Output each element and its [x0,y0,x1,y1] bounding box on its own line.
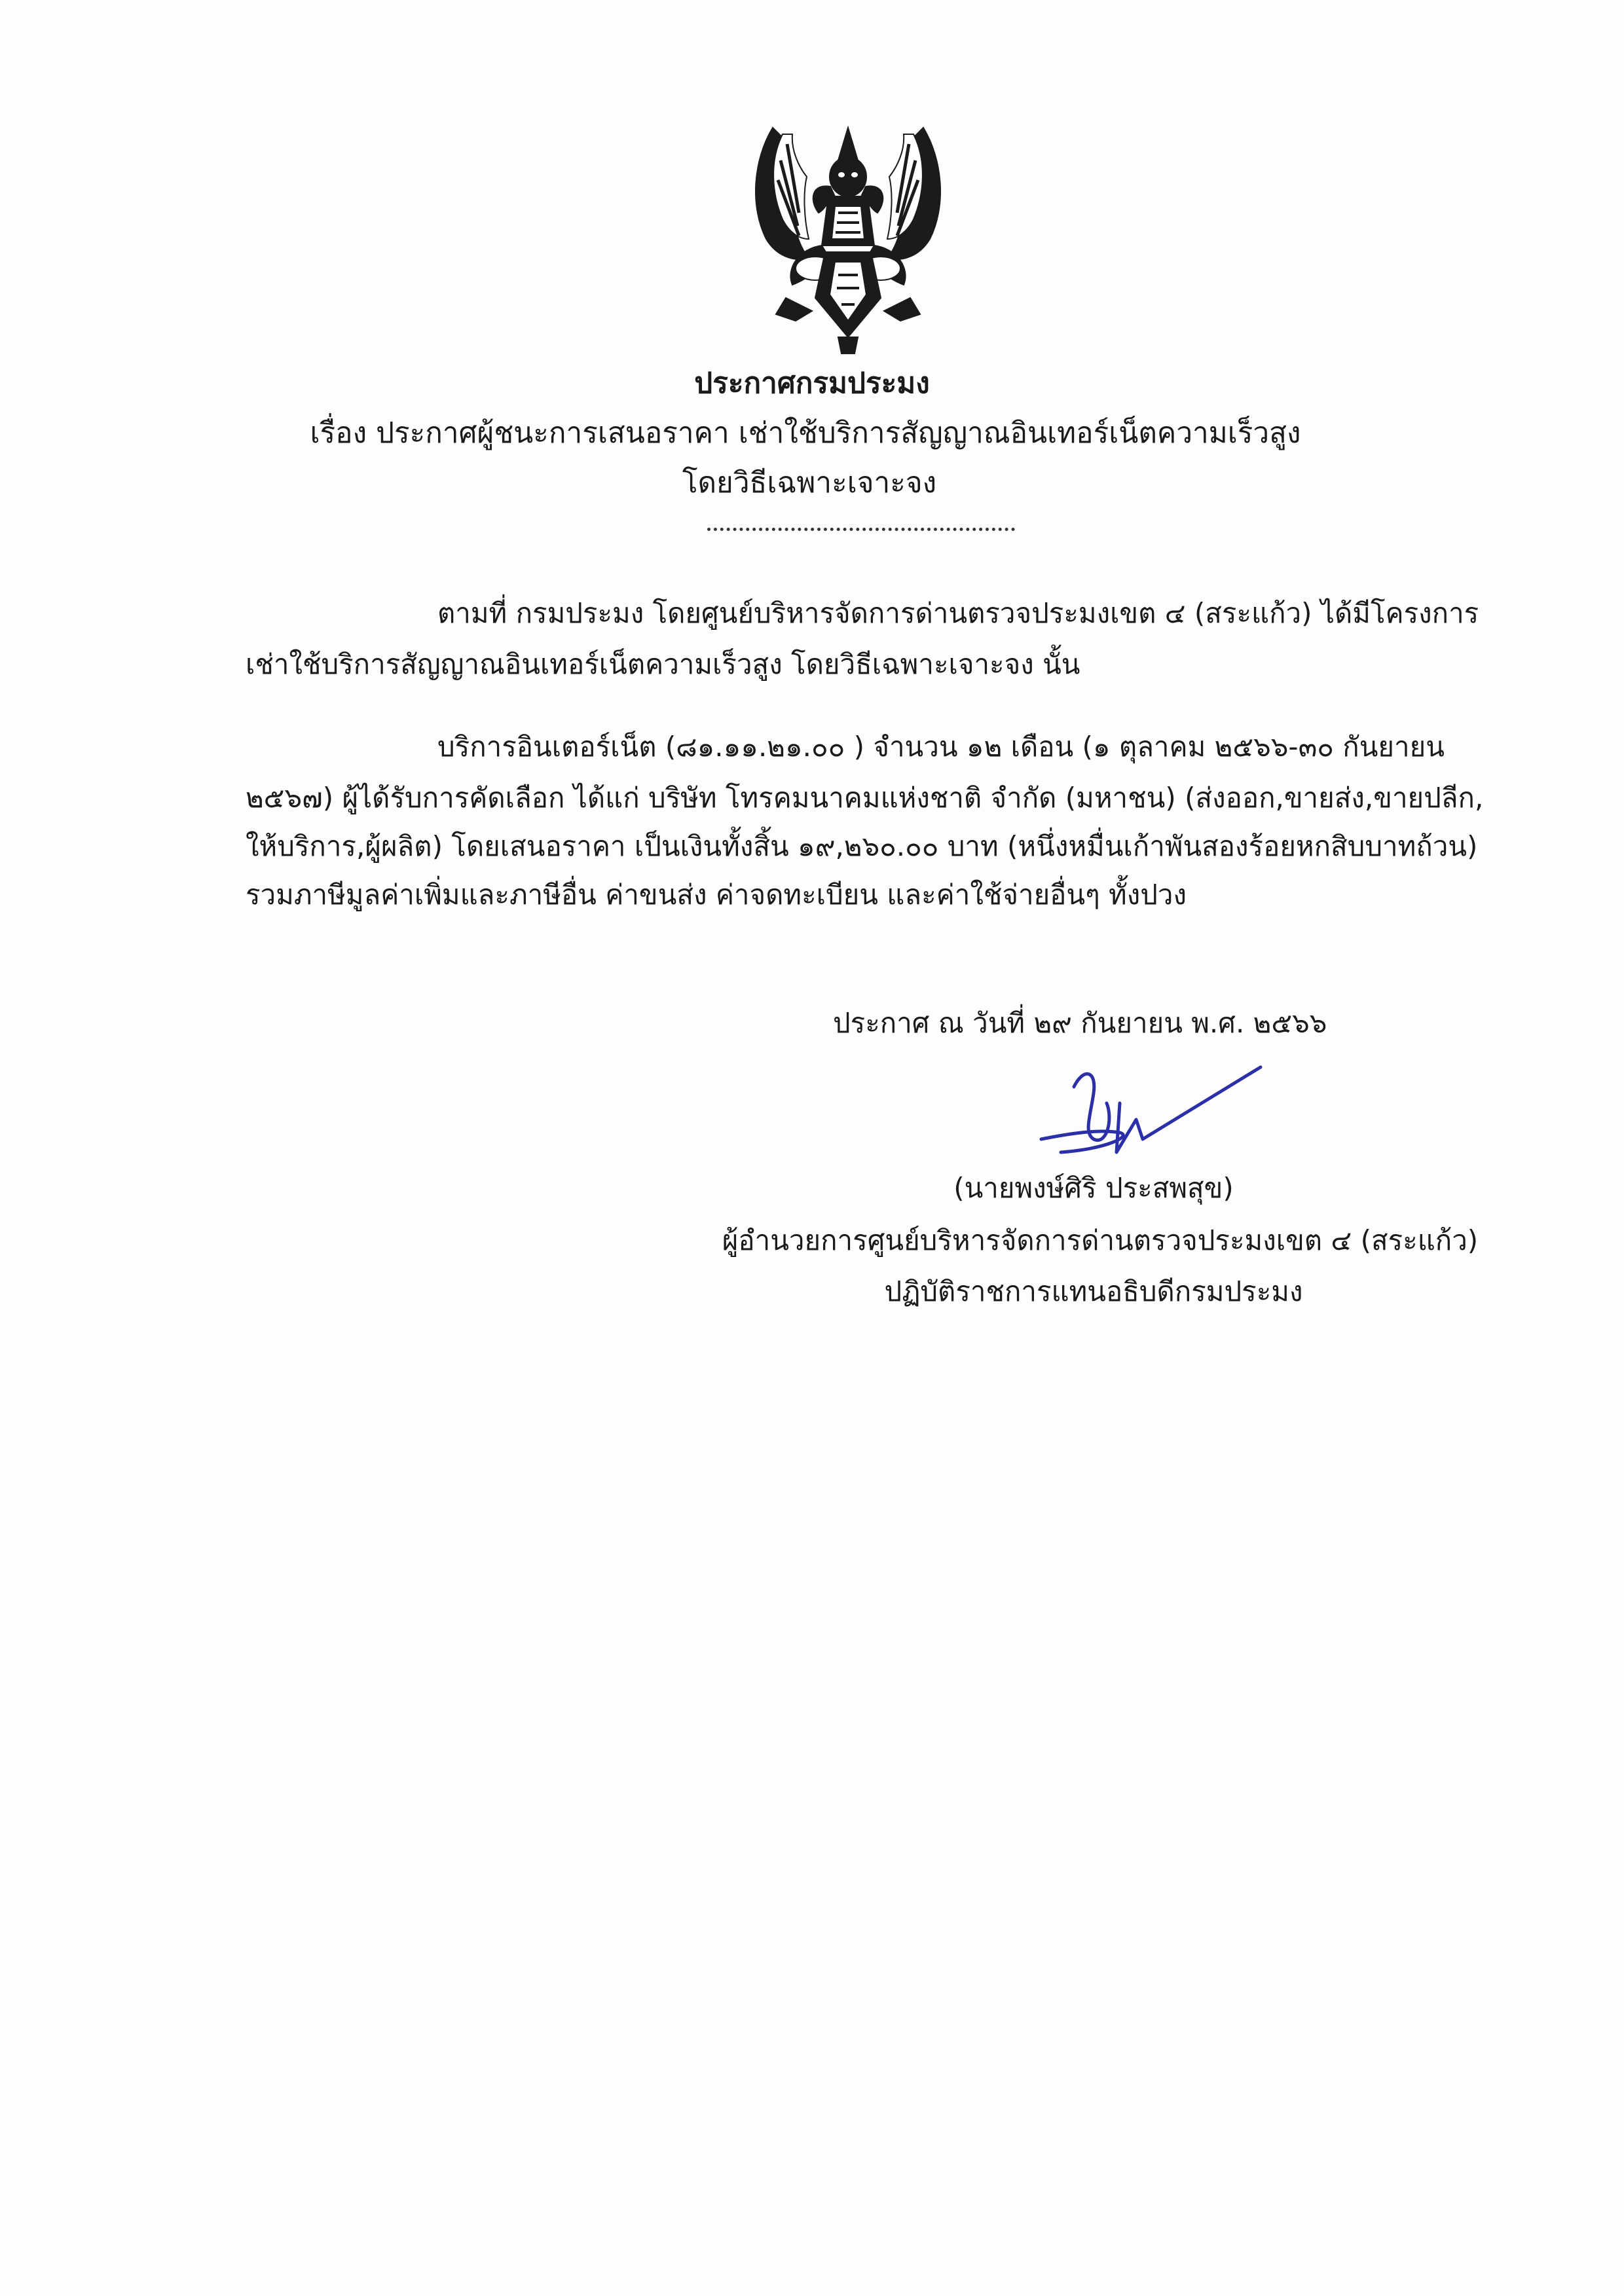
paragraph-2-line-3: ให้บริการ,ผู้ผลิต) โดยเสนอราคา เป็นเงินทั้งสิ้น ๑๙,๒๖๐.๐๐ บาท (หนึ่งหมื่นเก้าพันสองร้อยหกสิบบาทถ้วน) [246,830,1478,862]
subject-line-2: โดยวิธีเฉพาะเจาะจง [682,466,937,500]
paragraph-2-line-4: รวมภาษีมูลค่าเพิ่มและภาษีอื่น ค่าขนส่ง ค่าจดทะเบียน และค่าใช้จ่ายอื่นๆ ทั้งปวง [246,879,1187,911]
handwritten-signature [1022,1041,1297,1172]
paragraph-1-line-1: ตามที่ กรมประมง โดยศูนย์บริหารจัดการด่านตรวจประมงเขต ๔ (สระแก้ว) ได้มีโครงการ [437,597,1479,629]
garuda-emblem-icon [747,115,950,357]
paragraph-2-line-2: ๒๕๖๗) ผู้ได้รับการคัดเลือก ได้แก่ บริษัท โทรคมนาคมแห่งชาติ จำกัด (มหาชน) (ส่งออก,ขายส่ง,ขายปลีก, [246,782,1484,814]
announcement-title: ประกาศกรมประมง [694,367,930,400]
dotted-divider [707,524,1015,531]
signer-position-2: ปฏิบัติราชการแทนอธิบดีกรมประมง [884,1275,1303,1307]
subject-line-1: เรื่อง ประกาศผู้ชนะการเสนอราคา เช่าใช้บริการสัญญาณอินเทอร์เน็ตความเร็วสูง [310,416,1301,450]
signer-name: (นายพงษ์ศิริ ประสพสุข) [953,1172,1234,1204]
paragraph-2-line-1: บริการอินเตอร์เน็ต (๘๑.๑๑.๒๑.๐๐ ) จำนวน ๑๒ เดือน (๑ ตุลาคม ๒๕๖๖-๓๐ กันยายน [437,731,1445,763]
paragraph-1-line-2: เช่าใช้บริการสัญญาณอินเทอร์เน็ตความเร็วสูง โดยวิธีเฉพาะเจาะจง นั้น [246,648,1080,680]
announcement-date: ประกาศ ณ วันที่ ๒๙ กันยายน พ.ศ. ๒๕๖๖ [833,1007,1327,1039]
signer-position-1: ผู้อำนวยการศูนย์บริหารจัดการด่านตรวจประมงเขต ๔ (สระแก้ว) [722,1224,1479,1256]
